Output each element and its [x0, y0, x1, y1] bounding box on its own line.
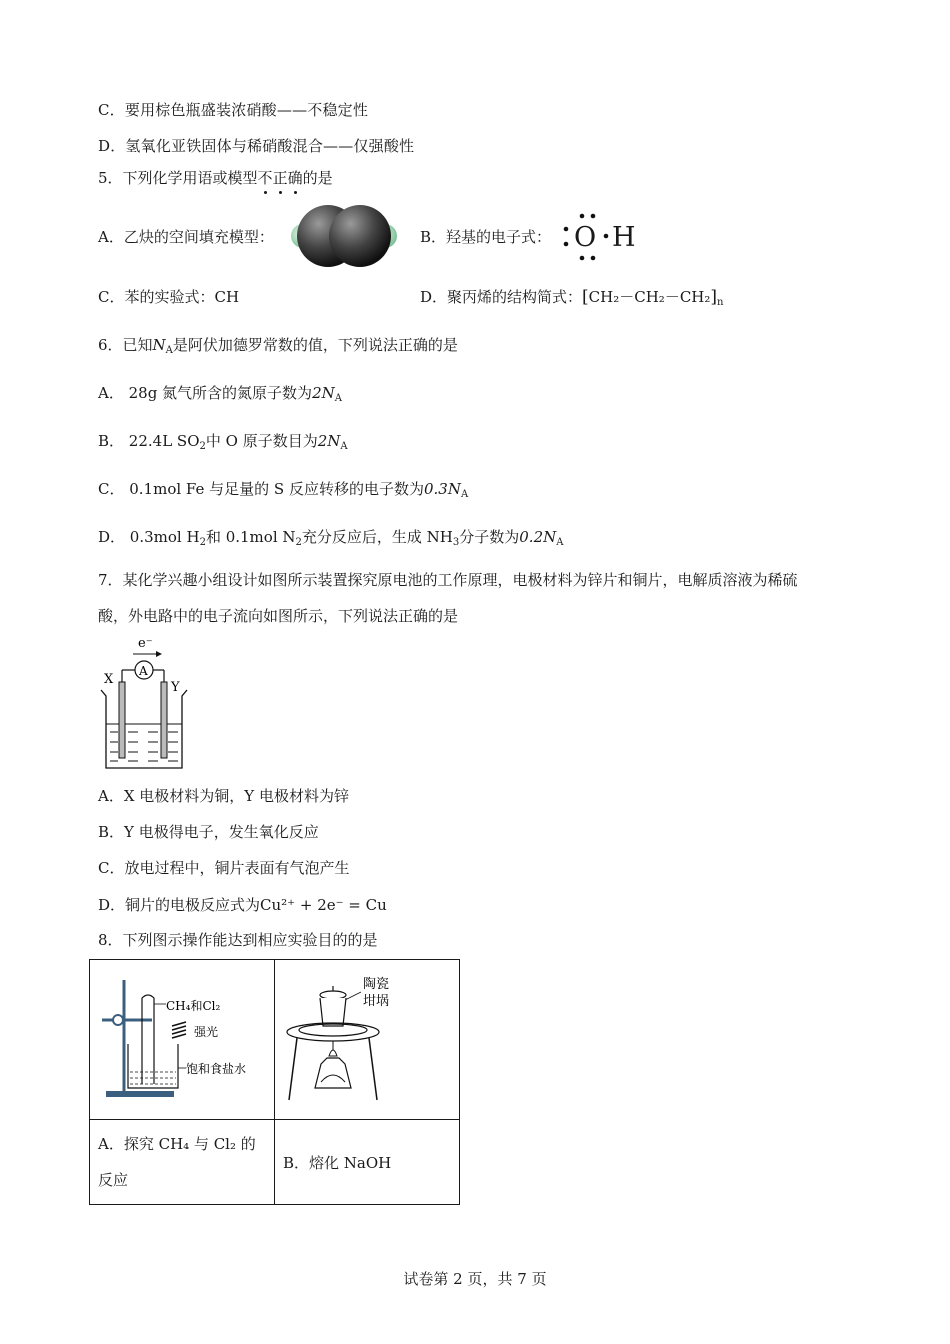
trough: [128, 1044, 178, 1088]
page-footer: 试卷第 2 页，共 7 页: [403, 1270, 547, 1288]
flame-icon: [329, 1050, 337, 1056]
beaker: [101, 690, 187, 768]
q6-option-d: D． 0.3mol $H_2$和 0.1mol $N_2$充分反应后，生成 $NH_3$分子数为$0.2N_A$: [98, 528, 564, 548]
electrode-x-label: X: [104, 672, 114, 687]
q6-stem: 6．已知$N_A$是阿伏加德罗常数的值，下列说法正确的是: [98, 336, 458, 356]
polypropylene-formula: CH₂－CH₂－CH₂: [588, 288, 711, 306]
svg-text:A: A: [139, 664, 148, 678]
electrode-x: [119, 682, 125, 758]
svg-text:饱和食盐水: 饱和食盐水: [186, 1062, 247, 1076]
q7-option-a: A．X 电极材料为铜，Y 电极材料为锌: [98, 787, 349, 805]
q8-caption-b: B．熔化 NaOH: [275, 1120, 460, 1205]
hydroxyl-electron-formula: O H: [560, 212, 640, 262]
crucible: [320, 998, 346, 1026]
light-rays-icon: [172, 1022, 186, 1038]
electron-dots-icon: [560, 212, 640, 262]
q8-image-cell-b: [275, 960, 460, 1120]
q4-option-c: C．要用棕色瓶盛装浓硝酸——不稳定性: [98, 101, 369, 119]
q5-option-b: B．羟基的电子式：: [420, 228, 552, 246]
svg-text:陶瓷: 陶瓷: [363, 977, 390, 992]
q7-stem-line-1: 7．某化学兴趣小组设计如图所示装置探究原电池的工作原理，电极材料为锌片和铜片，电解质溶液为稀硫: [98, 571, 798, 589]
q8-caption-a: A．探究 CH₄ 与 Cl₂ 的 反应: [90, 1120, 275, 1205]
q5-option-a: A．乙炔的空间填充模型：: [98, 228, 274, 246]
q8-options-table: [89, 959, 460, 1205]
electrode-y: [161, 682, 167, 758]
q7-option-c: C．放电过程中，铜片表面有气泡产生: [98, 859, 350, 877]
q5-stem: 5．下列化学用语或模型不 正 确 的是: [98, 168, 333, 188]
electron-label: e⁻: [138, 636, 153, 651]
q6-option-a: A． 28g 氮气所含的氮原子数为$2N_A$: [98, 384, 342, 404]
svg-text:CH₄和Cl₂: CH₄和Cl₂: [166, 999, 221, 1013]
q7-option-d: D．铜片的电极反应式为Cu²⁺ + 2e⁻ = Cu: [98, 896, 387, 914]
svg-text:坩埚: 坩埚: [363, 994, 390, 1009]
q8-image-cell-a: [90, 960, 275, 1120]
svg-text:强光: 强光: [194, 1025, 219, 1039]
alcohol-lamp: [315, 1058, 351, 1088]
q6-option-b: B． 22.4L $SO_2$中 O 原子数目为$2N_A$: [98, 432, 348, 452]
clamp-icon: [113, 1015, 123, 1025]
galvanic-cell-diagram: [98, 634, 194, 774]
electrode-y-label: Y: [171, 680, 180, 695]
acetylene-space-filling-model: [288, 200, 400, 272]
q8-stem: 8．下列图示操作能达到相应实验目的的是: [98, 931, 378, 949]
methane-chlorine-apparatus: [90, 960, 266, 1115]
stand-base: [106, 1091, 174, 1097]
carbon-atom-right: [329, 205, 391, 267]
q5-option-d: D．聚丙烯的结构简式：$[CH_2-CH_2-CH_2]_n$: [420, 287, 724, 308]
q7-option-b: B．Y 电极得电子，发生氧化反应: [98, 823, 319, 841]
crucible-lid: [320, 991, 346, 999]
q6-option-c: C． 0.1mol Fe 与足量的 S 反应转移的电子数为$0.3N_A$: [98, 480, 469, 500]
q7-stem-line-2: 酸，外电路中的电子流向如图所示，下列说法正确的是: [98, 607, 459, 625]
electron-flow-arrow-icon: [156, 651, 162, 657]
q4-option-d: D．氢氧化亚铁固体与稀硝酸混合——仅强酸性: [98, 137, 415, 155]
test-tube: [142, 995, 154, 1084]
crucible-heating-apparatus: [275, 960, 451, 1115]
q5-option-c: C．苯的实验式：CH: [98, 288, 240, 306]
